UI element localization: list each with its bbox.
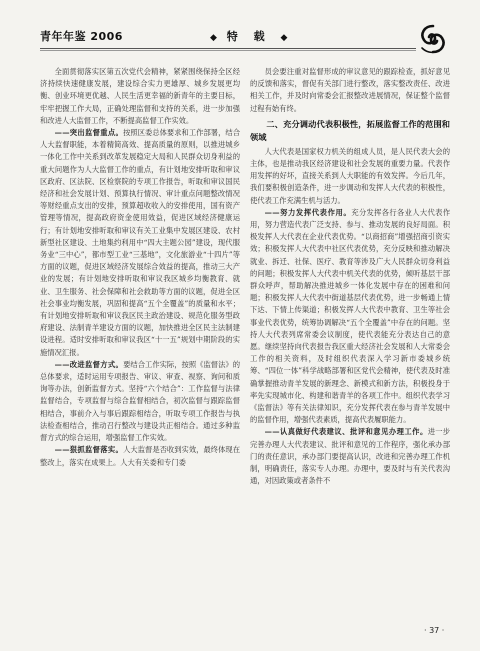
- header-rule-thin: [40, 50, 416, 51]
- paragraph-lead: ——狠抓监督落实。: [54, 445, 124, 455]
- page-header: [40, 28, 450, 46]
- body-paragraph: [250, 426, 450, 487]
- section-heading: 二、充分调动代表积极性，拓展监督工作的范围和领域: [250, 118, 450, 142]
- body-paragraph: [40, 127, 240, 359]
- body-paragraph: [40, 359, 240, 444]
- journal-title: 青年年鉴 2006: [40, 30, 123, 43]
- body-paragraph: [40, 66, 240, 127]
- paragraph-text: 按照区委总体要求和工作部署，结合人大监督职能，本着精简高效、提高质量的原则，以推进城乡一体化工作中关系到改革发展稳定大局和人民群众切身利益的重大问题作为人大监督工作的重点，有计划地安排听取和审议区政府、区法院、区检察院的专项工作报告，听取和审议国民经济和社会发展计划、预算执行情况、审计重点问题整改情况等财经重点支出的安排，预算超收收入的安排使用，国有资产管理等情况，提高政府资金使用效益，促进区域经济健康运行；有计划地安排听取和审议有关工业集中发展区建设、农村新型社区建设、土地集约利用中“四大主题公园”建设，现代服务业“三中心”，都市型工业“三基地”，文化旅游业“十四片”等方面的议题，促进区域经济发展综合效益的提高，推动三大产业的发展；有计划地安排听取和审议我区城乡均衡教育、就业、卫生服务、社会保障和社会救助等方面的议题，促进全区社会事业均衡发展，巩固和提高“五个全覆盖”的质量和水平；有计划地安排听取和审议我区民主政治建设、规范化服务型政府建设、法制青羊建设方面的议题，加快推进全区民主法制建设进程。适时安排听取和审议我区“十一五”规划中期阶段的实施情况汇报。: [40, 128, 240, 357]
- left-text-column: [40, 66, 240, 616]
- body-paragraph: [250, 207, 450, 427]
- body-paragraph: [250, 146, 450, 207]
- paragraph-lead: ——努力发挥代表作用。: [264, 207, 352, 217]
- paragraph-text: 员会要注重对监督形成的审议意见的跟踪检查，抓好意见的反馈和落实，督促有关部门进行整改，落实整改责任、改进相关工作，并及时向常委会汇报整改进展情况，保证整个监督过程有始有终。: [250, 67, 450, 113]
- paragraph-text: 人大代表是国家权力机关的组成人员，是人民代表大会的主体，也是推动我区经济建设和社会发展的重要力量。代表作用发挥的好坏，直接关系到人大职能的有效发挥。今后几年，我们要积极创造条件，进一步调动和发挥人大代表的积极性，使代表工作充满生机与活力。: [250, 146, 450, 205]
- section-title: [210, 28, 287, 44]
- body-paragraph: [40, 444, 240, 468]
- body-paragraph: [250, 66, 450, 115]
- page-number: · 37 ·: [424, 626, 445, 635]
- section-label: 特 载: [226, 30, 271, 43]
- paragraph-text: 要结合工作实际，按照《监督法》的总体要求，适时运用专项报告、审议、审查、视察、询问和质询等办法，创新监督方式。坚持“六个结合”：工作监督与法律监督结合，专项监督与综合监督相结合，初次监督与跟踪监督相结合，事前介入与事后跟踪相结合，听取专项工作报告与执法检查相结合，推动召行整改与建设共正相结合。通过多种监督方式的综合运用，增强监督工作实效。: [40, 359, 240, 443]
- diamond-icon: ◆: [210, 33, 217, 43]
- diamond-icon: ◆: [280, 33, 288, 43]
- paragraph-lead: ——改进监督方式。: [54, 359, 124, 369]
- paragraph-lead: ——突出监督重点。: [54, 128, 124, 138]
- paragraph-text: 人大监督是否收到实效，最终体现在整改上，落实在成果上。人大有关委和专门委: [40, 445, 240, 467]
- paragraph-text: 充分发挥各行各业人大代表作用，努力营造代表广泛支持、参与、推动发展的良好局面。积极发挥人大代表在企业代表优势。“以商招商”增强招商引资实效；积极发挥人大代表中社区代表优势，充分反映和推动解决就业、拆迁、社保、医疗、教育等涉及广大人民群众切身利益的问题；积极发挥人大代表中机关代表的优势，倾听基层干部群众呼声，帮助解决推进城乡一体化发展中存在的困难和问题；积极发挥人大代表中街道基层代表优势，进一步畅通上情下达、下情上传渠道；积极发挥人大代表中教育、卫生等社会事业代表优势，统筹协调解决“五个全覆盖”中存在的问题。坚持人大代表列席常委会议制度，使代表能充分表达自己的意愿。继续坚持向代表报告我区重大经济社会发展和人大常委会工作的相关资料，及时组织代表深入学习新市委城乡统筹、“四位一体”科学战略部署和区党代会精神，使代表及时准确掌握推动青羊发展的新理念、新模式和新方法，积极投身于率先实现城市化、构建和谐青羊的各项工作中。组织代表学习《监督法》等有关法律知识，充分发挥代表在参与青羊发展中的监督作用，增强代表素质，提高代表履职能力。: [250, 207, 450, 425]
- paragraph-text: 进一步完善办理人大代表建议、批评和意见的工作程序，强化承办部门的责任意识，承办部门要提高认识，改进和完善办理工作机制，明确责任，落实专人办理。办理中，要及时与有关代表沟通，对因政策或者条件不: [250, 427, 450, 486]
- paragraph-text: 全面贯彻落实区第五次党代会精神，紧紧围绕保持全区经济持续快速健康发展，建设综合实力更雄厚、城乡发展更均衡、创业环境更优越、人民生活更幸福的新青年的主要目标，牢牢把握工作大局，正确处理监督和支持的关系，进一步加强和改进人大监督工作，不断提高监督工作实效。: [40, 67, 240, 125]
- right-text-column: [250, 66, 450, 616]
- header-rule: [40, 48, 416, 49]
- paragraph-lead: ——认真做好代表建议、批评和意见办理工作。: [264, 427, 428, 437]
- swirl-emblem-icon: [416, 22, 450, 56]
